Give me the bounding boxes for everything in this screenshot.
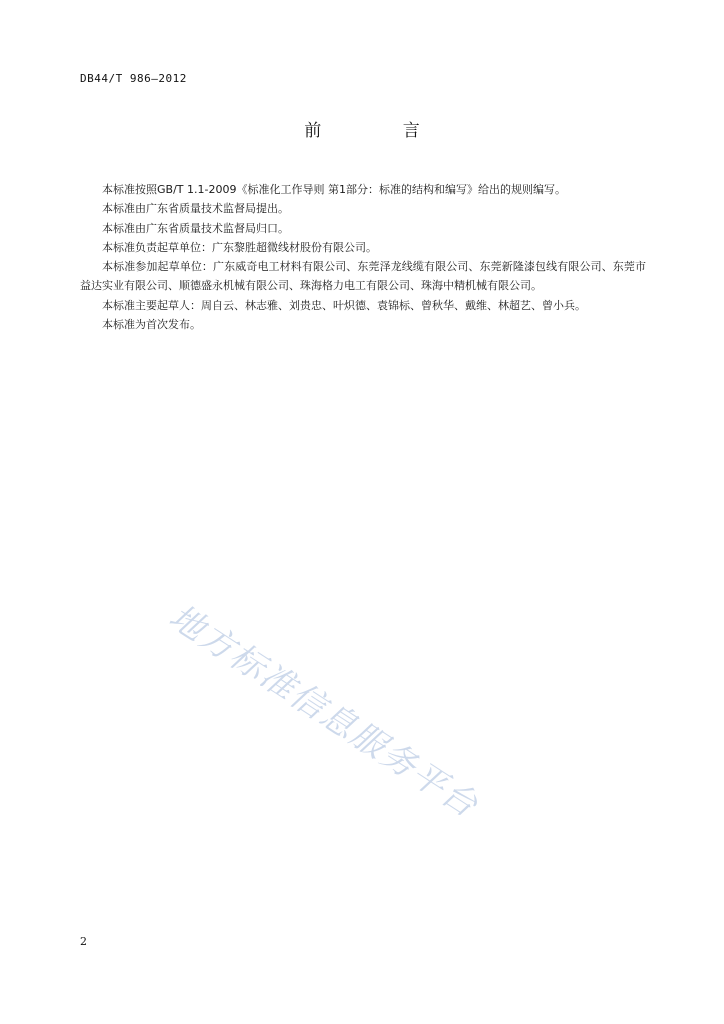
page-number: 2 — [80, 935, 87, 948]
foreword-body — [80, 180, 646, 334]
paragraph-lead-drafter-unit: 本标准负责起草单位：广东黎胜超微线材股份有限公司。 — [102, 240, 377, 254]
watermark: 地方标准信息服务平台 — [161, 596, 486, 827]
paragraph-proposed-by: 本标准由广东省质量技术监督局提出。 — [102, 202, 289, 216]
paragraph-centralized-by: 本标准由广东省质量技术监督局归口。 — [102, 221, 289, 235]
paragraph-participating-units: 本标准参加起草单位：广东威奇电工材料有限公司、东莞泽龙线缆有限公司、东莞新隆漆包线有限公司、东莞市益达实业有限公司、顺德盛永机械有限公司、珠海格力电工有限公司、珠海中精机械有限公司。 — [80, 260, 646, 293]
page-title: 前 言 — [304, 121, 458, 141]
paragraph-main-drafters: 本标准主要起草人：周自云、林志雅、刘贵忠、叶炽德、袁锦标、曾秋华、戴维、林超艺、曾小兵。 — [102, 298, 586, 312]
standard-code: DB44/T 986—2012 — [80, 72, 187, 85]
paragraph-drafting-rules: 本标准按照GB/T 1.1-2009《标准化工作导则 第1部分：标准的结构和编写》给出的规则编写。 — [102, 183, 566, 196]
paragraph-first-release: 本标准为首次发布。 — [102, 318, 201, 332]
